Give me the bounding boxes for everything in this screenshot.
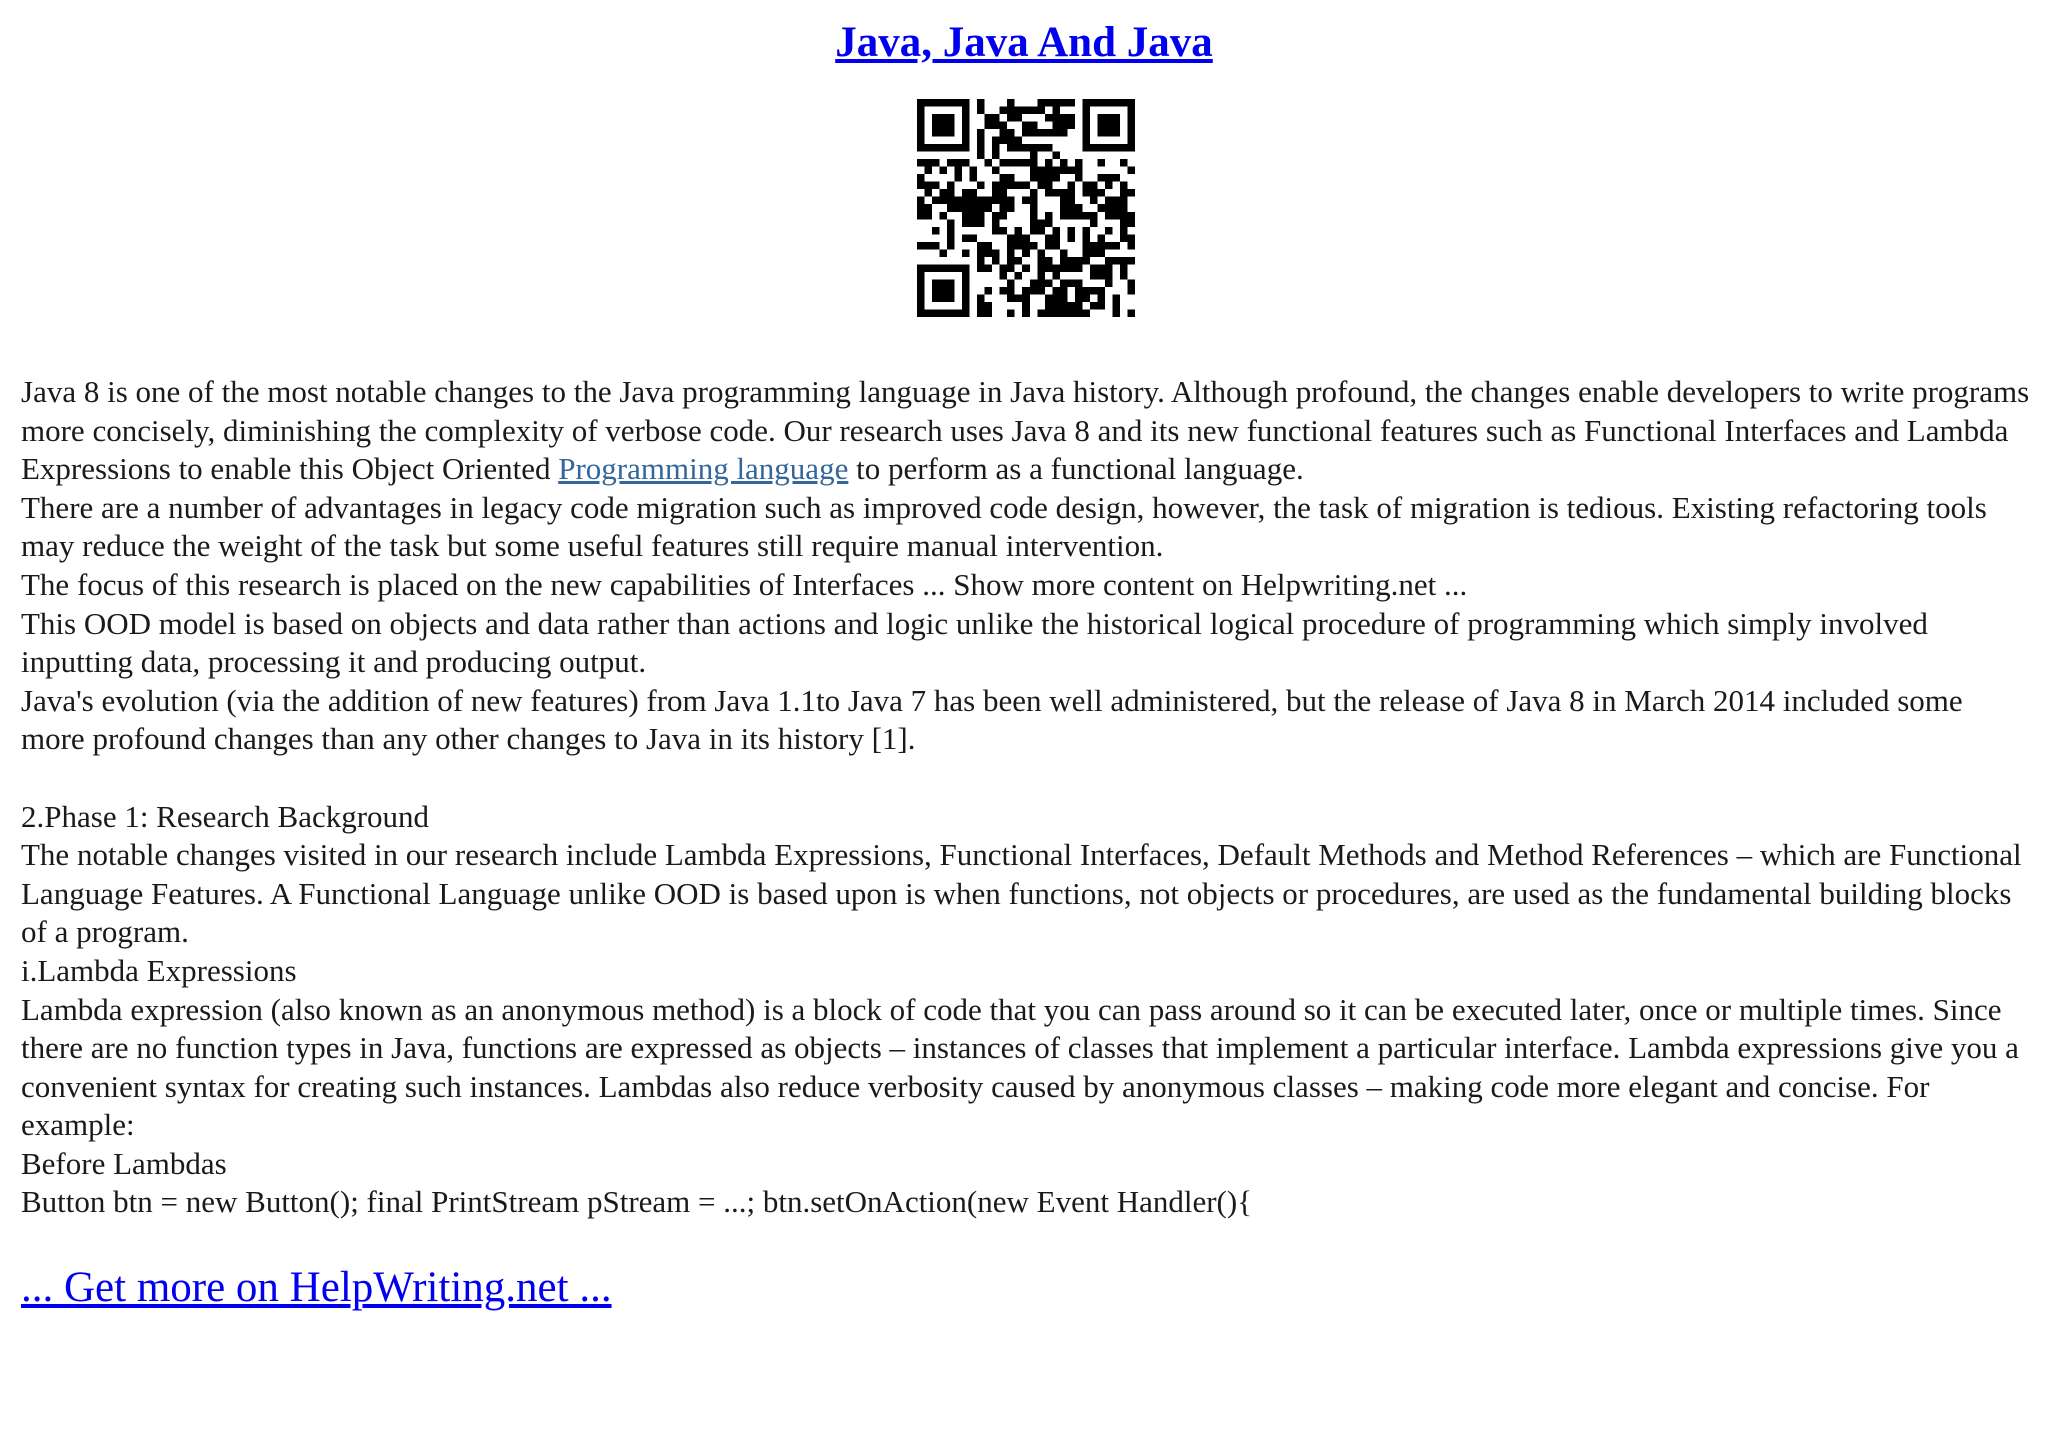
paragraph-notable-changes: The notable changes visited in our research include Lambda Expressions, Functional Interfaces, Default Methods and Method References – which are Functional Language Features. A Functional Language unlike OOD is based upon is when functions, not objects or procedures, are used as the fundamental building blocks of a program. — [21, 837, 2022, 950]
qr-code-icon — [917, 99, 1135, 317]
get-more-link[interactable]: ... Get more on HelpWriting.net ... — [21, 1264, 612, 1311]
paragraph-ood-model: This OOD model is based on objects and data rather than actions and logic unlike the historical logical procedure of programming which simply involved inputting data, processing it and producing output. — [21, 605, 1928, 680]
title-container — [0, 18, 2048, 67]
label-before-lambdas: Before Lambdas — [21, 1145, 227, 1181]
section-heading-phase1: 2.Phase 1: Research Background — [21, 798, 430, 834]
paragraph-intro — [21, 373, 2031, 489]
paragraph-evolution: Java's evolution (via the addition of new features) from Java 1.1to Java 7 has been well administered, but the release of Java 8 in March 2014 included some more profound changes than any other changes to Java in its history [1]. — [21, 682, 1963, 757]
paragraph-intro-text: Java 8 is one of the most notable changes to the Java programming language in Java history. Although profound, the changes enable developers to write programs more concisely, diminishing the complexity of verbose code. Our research uses Java 8 and its new functional features such as Functional Interfaces and Lambda Expressions to enable this Object Oriented — [21, 374, 2030, 487]
code-example-line: Button btn = new Button(); final PrintStream pStream = ...; btn.setOnAction(new Event Handler(){ — [21, 1184, 1253, 1220]
paragraph-focus: The focus of this research is placed on the new capabilities of Interfaces ... Show more content on Helpwriting.net ... — [21, 566, 1468, 602]
spacer — [21, 759, 2031, 798]
subheading-lambda: i.Lambda Expressions — [21, 952, 297, 988]
qr-code-graphic — [917, 99, 1135, 317]
programming-language-link[interactable]: Programming language — [558, 451, 849, 487]
article-body — [21, 373, 2031, 1222]
paragraph-migration: There are a number of advantages in legacy code migration such as improved code design, however, the task of migration is tedious. Existing refactoring tools may reduce the weight of the task but some useful features still require manual intervention. — [21, 489, 1987, 564]
paragraph-lambda: Lambda expression (also known as an anonymous method) is a block of code that you can pass around so it can be executed later, once or multiple times. Since there are no function types in Java, functions are expressed as objects – instances of classes that implement a particular interface. Lambda expressions give you a convenient syntax for creating such instances. Lambdas also reduce verbosity caused by anonymous classes – making code more elegant and concise. For example: — [21, 991, 2019, 1143]
page-title-link[interactable]: Java, Java And Java — [835, 19, 1213, 66]
paragraph-intro-text-end: to perform as a functional language. — [848, 451, 1304, 487]
